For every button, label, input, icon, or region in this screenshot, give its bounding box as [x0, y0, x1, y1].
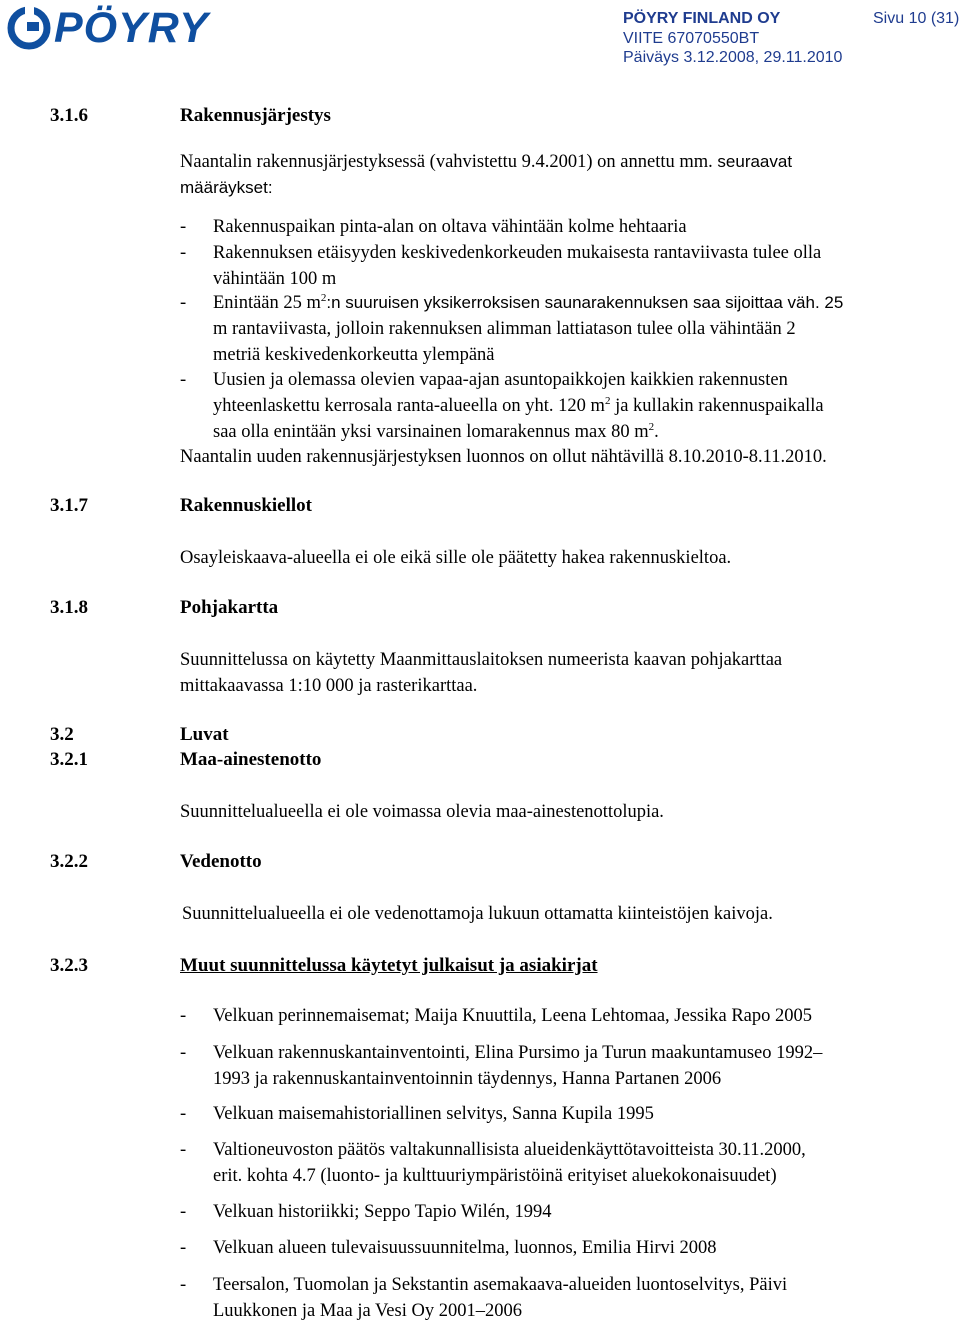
line: vähintään 100 m [213, 269, 337, 289]
paragraph: Suunnittelualueella ei ole vedenottamoja lukuun ottamatta kiinteistöjen kaivoja. [182, 904, 773, 924]
line: mittakaavassa 1:10 000 ja rasterikarttaa. [180, 676, 478, 696]
section-title: Maa-ainestenotto [180, 749, 322, 770]
poyry-logo [6, 6, 246, 50]
paragraph: Suunnittelualueella ei ole voimassa olevia maa-ainestenottolupia. [180, 802, 664, 822]
section-number: 3.1.8 [50, 597, 88, 618]
section-number: 3.1.6 [50, 105, 88, 126]
reference-text [213, 1040, 940, 1092]
section-title: Luvat [180, 724, 229, 745]
list-item-text [213, 367, 940, 445]
superscript: 2 [604, 395, 611, 407]
dash: - [180, 1104, 187, 1124]
section-number: 3.2.2 [50, 851, 88, 872]
section-title: Muut suunnittelussa käytetyt julkaisut ja asiakirjat [180, 955, 598, 976]
intro-text: Naantalin rakennusjärjestyksessä (vahvistettu 9.4.2001) on annettu mm. [180, 152, 713, 172]
reference-text: Velkuan alueen tulevaisuussuunnitelma, luonnos, Emilia Hirvi 2008 [213, 1238, 717, 1258]
list-item-text [213, 290, 940, 368]
dash: - [180, 1140, 187, 1160]
line: yhteenlaskettu kerrosala ranta-alueella on yht. 120 m [213, 396, 605, 416]
line: metriä keskivedenkorkeutta ylempänä [213, 345, 495, 365]
line: Velkuan rakennuskantainventointi, Elina Pursimo ja Turun maakuntamuseo 1992– [213, 1043, 823, 1063]
line: ja kullakin rakennuspaikalla [610, 396, 824, 416]
line: Rakennuksen etäisyyden keskivedenkorkeuden mukaisesta rantaviivasta tulee olla [213, 243, 822, 263]
dash: - [180, 243, 187, 263]
line: Teersalon, Tuomolan ja Sekstantin asemakaava-alueiden luontoselvitys, Päivi [213, 1275, 788, 1295]
section-title: Rakennusjärjestys [180, 105, 331, 126]
line: . [654, 422, 659, 442]
line: :n suuruisen yksikerroksisen saunarakennuksen saa sijoittaa väh. 25 [326, 293, 844, 312]
dash: - [180, 1238, 187, 1258]
list-item-text: Rakennuspaikan pinta-alan on oltava vähintään kolme hehtaaria [213, 217, 687, 237]
superscript: 2 [320, 292, 327, 304]
section-title: Pohjakartta [180, 597, 279, 618]
section-number: 3.2 [50, 724, 74, 745]
paragraph [180, 647, 940, 699]
poyry-logo-icon [6, 6, 52, 50]
intro-text-continued: seuraavat [717, 152, 793, 171]
line: Uusien ja olemassa olevien vapaa-ajan asuntopaikkojen kaikkien rakennusten [213, 370, 788, 390]
dash: - [180, 1043, 187, 1063]
section-title: Rakennuskiellot [180, 495, 312, 516]
company-name: PÖYRY FINLAND OY [623, 10, 781, 27]
paragraph: Naantalin uuden rakennusjärjestyksen luonnos on ollut nähtävillä 8.10.2010-8.11.2010. [180, 447, 827, 467]
reference-text [213, 1137, 940, 1189]
dash: - [180, 1006, 187, 1026]
list-item-text [213, 240, 940, 292]
dash: - [180, 1202, 187, 1222]
section-title: Vedenotto [180, 851, 262, 872]
section-number: 3.2.3 [50, 955, 88, 976]
section-number: 3.1.7 [50, 495, 88, 516]
line: m rantaviivasta, jolloin rakennuksen alimman lattiatason tulee olla vähintään 2 [213, 319, 796, 339]
dash: - [180, 1275, 187, 1295]
reference-text: Velkuan maisemahistoriallinen selvitys, Sanna Kupila 1995 [213, 1104, 654, 1124]
paragraph [180, 149, 940, 201]
section-number: 3.2.1 [50, 749, 88, 770]
logo-text: PÖYRY [54, 4, 209, 52]
reference-text: Velkuan perinnemaisemat; Maija Knuuttila, Leena Lehtomaa, Jessika Rapo 2005 [213, 1006, 813, 1026]
line: Enintään 25 m [213, 293, 321, 313]
dash: - [180, 370, 187, 390]
reference-text: Velkuan historiikki; Seppo Tapio Wilén, 1994 [213, 1202, 552, 1222]
document-date: Päiväys 3.12.2008, 29.11.2010 [623, 49, 843, 66]
line: Valtioneuvoston päätös valtakunnallisista alueidenkäyttötavoitteista 30.11.2000, [213, 1140, 806, 1160]
document-header [623, 9, 960, 68]
line: 1993 ja rakennuskantainventoinnin täydennys, Hanna Partanen 2006 [213, 1069, 722, 1089]
line: erit. kohta 4.7 (luonto- ja kulttuuriympäristöinä erityiset aluekokonaisuudet) [213, 1166, 777, 1186]
dash: - [180, 217, 187, 237]
intro-text-end: määräykset: [180, 178, 273, 197]
superscript: 2 [648, 421, 655, 433]
reference-text [213, 1272, 940, 1324]
paragraph: Osayleiskaava-alueella ei ole eikä sille ole päätetty hakea rakennuskieltoa. [180, 548, 732, 568]
line: saa olla enintään yksi varsinainen lomarakennus max 80 m [213, 422, 649, 442]
page-number: Sivu 10 (31) [873, 10, 960, 27]
line: Luukkonen ja Maa ja Vesi Oy 2001–2006 [213, 1301, 522, 1321]
line: Suunnittelussa on käytetty Maanmittauslaitoksen numeerista kaavan pohjakarttaa [180, 650, 783, 670]
dash: - [180, 293, 187, 313]
reference-number: VIITE 67070550BT [623, 29, 760, 47]
